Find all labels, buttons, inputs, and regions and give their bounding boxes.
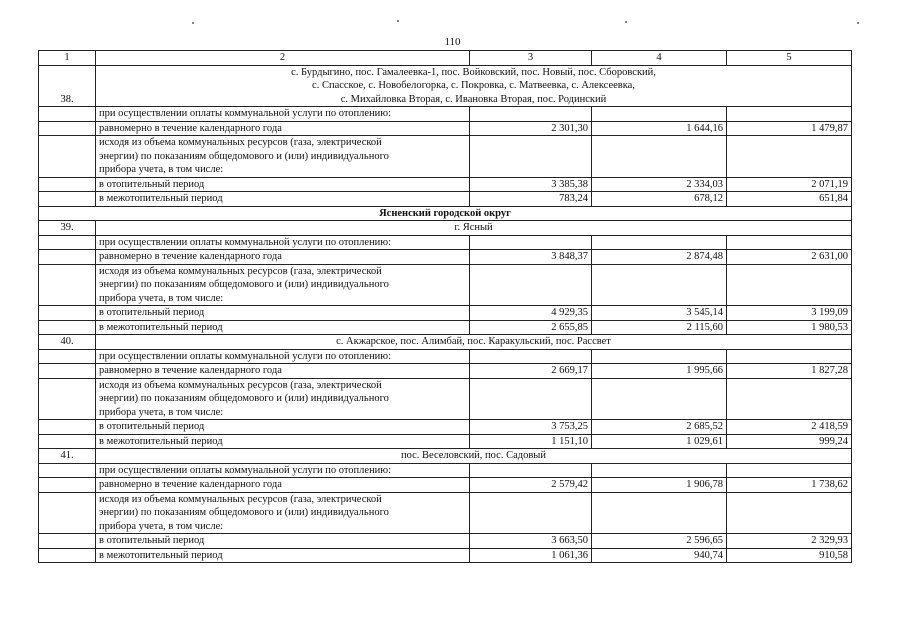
tariff-value: 2 334,03 xyxy=(592,177,727,192)
column-header: 3 xyxy=(470,51,592,66)
blank-cell xyxy=(39,349,96,364)
evenly-label: равномерно в течение календарного года xyxy=(96,478,470,493)
non-heating-period-row xyxy=(39,434,852,449)
text-line: с. Бурдыгино, пос. Гамалеевка-1, пос. Войковский, пос. Новый, пос. Сборовский, xyxy=(291,66,656,78)
non-heating-period-row xyxy=(39,548,852,563)
tariff-value: 4 929,35 xyxy=(470,306,592,321)
tariff-value: 2 596,65 xyxy=(592,534,727,549)
blank-cell xyxy=(39,492,96,534)
tariff-value: 999,24 xyxy=(727,434,852,449)
text-line: исходя из объема коммунальных ресурсов (газа, электрической xyxy=(99,379,382,391)
blank-cell xyxy=(592,349,727,364)
blank-cell xyxy=(592,235,727,250)
heating-period-row xyxy=(39,306,852,321)
heating-period-label: в отопительный период xyxy=(96,177,470,192)
payment-method-label: при осуществлении оплаты коммунальной услуги по отоплению: xyxy=(96,463,470,478)
blank-cell xyxy=(39,264,96,306)
payment-label-row xyxy=(39,463,852,478)
tariff-value: 2 418,59 xyxy=(727,420,852,435)
heating-period-label: в отопительный период xyxy=(96,306,470,321)
blank-cell xyxy=(39,420,96,435)
heating-period-label: в отопительный период xyxy=(96,534,470,549)
tariff-value: 2 115,60 xyxy=(592,320,727,335)
non-heating-period-label: в межотопительный период xyxy=(96,434,470,449)
tariff-value: 3 199,09 xyxy=(727,306,852,321)
evenly-row xyxy=(39,250,852,265)
blank-cell xyxy=(39,306,96,321)
locality-list xyxy=(96,449,852,464)
tariff-value: 2 669,17 xyxy=(470,364,592,379)
locality-list xyxy=(96,65,852,107)
tariff-value: 1 061,36 xyxy=(470,548,592,563)
tariff-value: 783,24 xyxy=(470,192,592,207)
column-header: 2 xyxy=(96,51,470,66)
tariff-value: 910,58 xyxy=(727,548,852,563)
row-number: 40. xyxy=(39,335,96,350)
volume-label xyxy=(96,264,470,306)
heating-period-row xyxy=(39,420,852,435)
tariff-value: 651,84 xyxy=(727,192,852,207)
blank-cell xyxy=(39,235,96,250)
payment-method-label: при осуществлении оплаты коммунальной услуги по отоплению: xyxy=(96,235,470,250)
blank-cell xyxy=(727,264,852,306)
blank-cell xyxy=(470,107,592,122)
text-line: с. Михайловка Вторая, с. Ивановка Вторая, пос. Родинский xyxy=(340,93,607,105)
heating-period-label: в отопительный период xyxy=(96,420,470,435)
blank-cell xyxy=(39,192,96,207)
blank-cell xyxy=(39,250,96,265)
tariff-value: 2 579,42 xyxy=(470,478,592,493)
volume-label xyxy=(96,492,470,534)
scan-speck xyxy=(397,20,399,22)
blank-cell xyxy=(39,136,96,178)
non-heating-period-label: в межотопительный период xyxy=(96,320,470,335)
locality-row xyxy=(39,65,852,107)
blank-cell xyxy=(470,492,592,534)
tariff-value: 2 655,85 xyxy=(470,320,592,335)
tariff-value: 1 906,78 xyxy=(592,478,727,493)
blank-cell xyxy=(592,463,727,478)
tariff-value: 1 029,61 xyxy=(592,434,727,449)
blank-cell xyxy=(39,463,96,478)
payment-label-row xyxy=(39,235,852,250)
scan-speck xyxy=(625,21,627,23)
text-line: с. Акжарское, пос. Алимбай, пос. Каракульский, пос. Рассвет xyxy=(336,336,611,347)
blank-cell xyxy=(592,378,727,420)
locality-list xyxy=(96,221,852,236)
blank-cell xyxy=(727,378,852,420)
payment-label-row xyxy=(39,107,852,122)
volume-label-row xyxy=(39,378,852,420)
tariff-value: 3 753,25 xyxy=(470,420,592,435)
blank-cell xyxy=(39,478,96,493)
tariff-value: 2 685,52 xyxy=(592,420,727,435)
non-heating-period-label: в межотопительный период xyxy=(96,548,470,563)
volume-label-row xyxy=(39,492,852,534)
tariff-value: 2 874,48 xyxy=(592,250,727,265)
tariff-value: 3 385,38 xyxy=(470,177,592,192)
evenly-label: равномерно в течение календарного года xyxy=(96,364,470,379)
column-header: 1 xyxy=(39,51,96,66)
blank-cell xyxy=(727,235,852,250)
evenly-row xyxy=(39,364,852,379)
tariff-value: 1 738,62 xyxy=(727,478,852,493)
evenly-label: равномерно в течение календарного года xyxy=(96,121,470,136)
scan-speck xyxy=(192,22,194,24)
blank-cell xyxy=(39,534,96,549)
blank-cell xyxy=(727,107,852,122)
text-line: энергии) по показаниям общедомового и (или) индивидуального xyxy=(99,393,389,404)
text-line: г. Ясный xyxy=(454,222,493,233)
text-line: исходя из объема коммунальных ресурсов (газа, электрической xyxy=(99,265,382,277)
row-number: 38. xyxy=(39,65,96,107)
blank-cell xyxy=(727,492,852,534)
blank-cell xyxy=(470,264,592,306)
locality-row xyxy=(39,335,852,350)
heating-period-row xyxy=(39,177,852,192)
scan-speck xyxy=(857,22,859,24)
blank-cell xyxy=(470,349,592,364)
blank-cell xyxy=(727,463,852,478)
text-line: прибора учета, в том числе: xyxy=(99,406,224,418)
tariff-value: 1 479,87 xyxy=(727,121,852,136)
header-row xyxy=(39,51,852,66)
volume-label xyxy=(96,378,470,420)
row-number: 39. xyxy=(39,221,96,236)
region-row xyxy=(39,206,852,221)
tariff-value: 2 071,19 xyxy=(727,177,852,192)
volume-label-row xyxy=(39,264,852,306)
region-heading: Ясненский городской округ xyxy=(39,206,852,221)
text-line: энергии) по показаниям общедомового и (или) индивидуального xyxy=(99,279,389,290)
blank-cell xyxy=(470,463,592,478)
tariff-value: 1 151,10 xyxy=(470,434,592,449)
blank-cell xyxy=(470,378,592,420)
locality-list xyxy=(96,335,852,350)
text-line: энергии) по показаниям общедомового и (или) индивидуального xyxy=(99,150,389,162)
blank-cell xyxy=(39,548,96,563)
volume-label xyxy=(96,136,470,178)
tariff-value: 940,74 xyxy=(592,548,727,563)
row-number: 41. xyxy=(39,449,96,464)
locality-row xyxy=(39,449,852,464)
tariff-value: 3 848,37 xyxy=(470,250,592,265)
non-heating-period-row xyxy=(39,320,852,335)
text-line: пос. Веселовский, пос. Садовый xyxy=(401,450,546,461)
evenly-row xyxy=(39,478,852,493)
blank-cell xyxy=(727,349,852,364)
blank-cell xyxy=(39,364,96,379)
blank-cell xyxy=(39,434,96,449)
tariff-value: 2 329,93 xyxy=(727,534,852,549)
blank-cell xyxy=(39,121,96,136)
blank-cell xyxy=(39,320,96,335)
tariff-value: 3 663,50 xyxy=(470,534,592,549)
tariff-value: 3 545,14 xyxy=(592,306,727,321)
blank-cell xyxy=(592,492,727,534)
tariff-value: 1 827,28 xyxy=(727,364,852,379)
blank-cell xyxy=(592,264,727,306)
payment-method-label: при осуществлении оплаты коммунальной услуги по отоплению: xyxy=(96,349,470,364)
column-header: 5 xyxy=(727,51,852,66)
blank-cell xyxy=(592,107,727,122)
payment-label-row xyxy=(39,349,852,364)
blank-cell xyxy=(470,136,592,178)
tariff-value: 2 631,00 xyxy=(727,250,852,265)
text-line: энергии) по показаниям общедомового и (или) индивидуального xyxy=(99,507,389,518)
text-line: прибора учета, в том числе: xyxy=(99,520,224,532)
page-number: 110 xyxy=(444,36,461,48)
non-heating-period-row xyxy=(39,192,852,207)
text-line: с. Спасское, с. Новобелогорка, с. Покровка, с. Матвеевка, с. Алексеевка, xyxy=(312,80,635,91)
volume-label-row xyxy=(39,136,852,178)
heating-period-row xyxy=(39,534,852,549)
tariff-value: 1 980,53 xyxy=(727,320,852,335)
blank-cell xyxy=(592,136,727,178)
text-line: исходя из объема коммунальных ресурсов (газа, электрической xyxy=(99,493,382,505)
blank-cell xyxy=(39,177,96,192)
tariff-value: 678,12 xyxy=(592,192,727,207)
blank-cell xyxy=(39,378,96,420)
tariff-table xyxy=(38,50,852,563)
locality-row xyxy=(39,221,852,236)
evenly-row xyxy=(39,121,852,136)
blank-cell xyxy=(727,136,852,178)
blank-cell xyxy=(470,235,592,250)
text-line: исходя из объема коммунальных ресурсов (газа, электрической xyxy=(99,137,382,148)
evenly-label: равномерно в течение календарного года xyxy=(96,250,470,265)
tariff-value: 1 995,66 xyxy=(592,364,727,379)
text-line: прибора учета, в том числе: xyxy=(99,292,224,304)
text-line: прибора учета, в том числе: xyxy=(99,164,224,175)
tariff-value: 1 644,16 xyxy=(592,121,727,136)
payment-method-label: при осуществлении оплаты коммунальной услуги по отоплению: xyxy=(96,107,470,122)
blank-cell xyxy=(39,107,96,122)
tariff-value: 2 301,30 xyxy=(470,121,592,136)
column-header: 4 xyxy=(592,51,727,66)
non-heating-period-label: в межотопительный период xyxy=(96,192,470,207)
